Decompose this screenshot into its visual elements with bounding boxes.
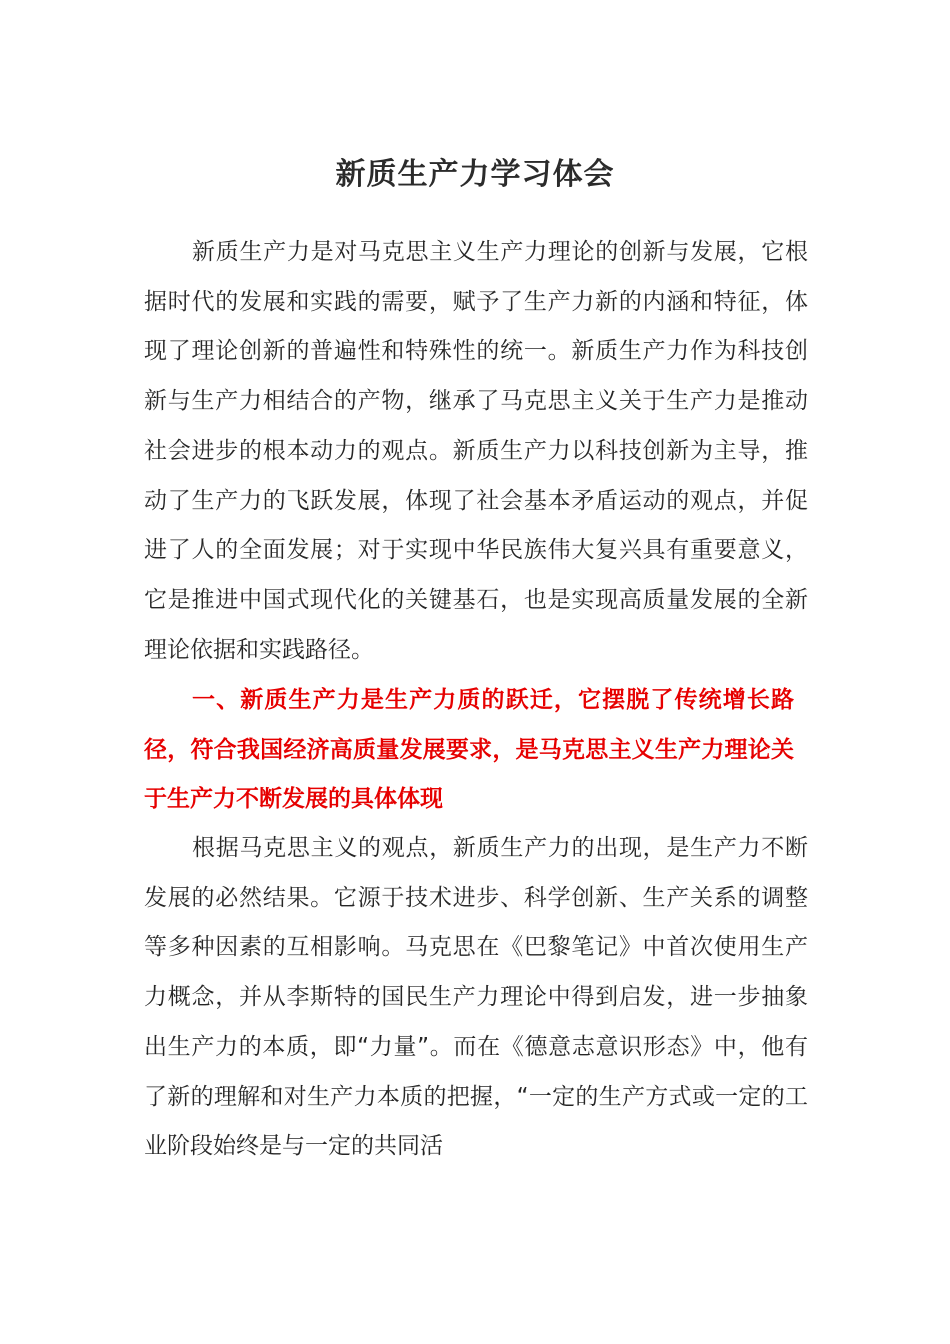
paragraph-intro: 新质生产力是对马克思主义生产力理论的创新与发展，它根据时代的发展和实践的需要，赋予了生产力新的内涵和特征，体现了理论创新的普遍性和特殊性的统一。新质生产力作为科技创新与生产力相结合的产物，继承了马克思主义关于生产力是推动社会进步的根本动力的观点。新质生产力以科技创新为主导，推动了生产力的飞跃发展，体现了社会基本矛盾运动的观点，并促进了人的全面发展；对于实现中华民族伟大复兴具有重要意义，它是推进中国式现代化的关键基石，也是实现高质量发展的全新理论依据和实践路径。 [144, 239, 808, 663]
section-heading-1: 一、新质生产力是生产力质的跃迁，它摆脱了传统增长路径，符合我国经济高质量发展要求，是马克思主义生产力理论关于生产力不断发展的具体体现 [144, 687, 794, 813]
paragraph-section-1: 根据马克思主义的观点，新质生产力的出现，是生产力不断发展的必然结果。它源于技术进步、科学创新、生产关系的调整等多种因素的互相影响。马克思在《巴黎笔记》中首次使用生产力概念，并从李斯特的国民生产力理论中得到启发，进一步抽象出生产力的本质，即“力量”。而在《德意志意识形态》中，他有了新的理解和对生产力本质的把握，“一定的生产方式或一定的工业阶段始终是与一定的共同活 [144, 835, 808, 1160]
document-title: 新质生产力学习体会 [335, 157, 615, 192]
